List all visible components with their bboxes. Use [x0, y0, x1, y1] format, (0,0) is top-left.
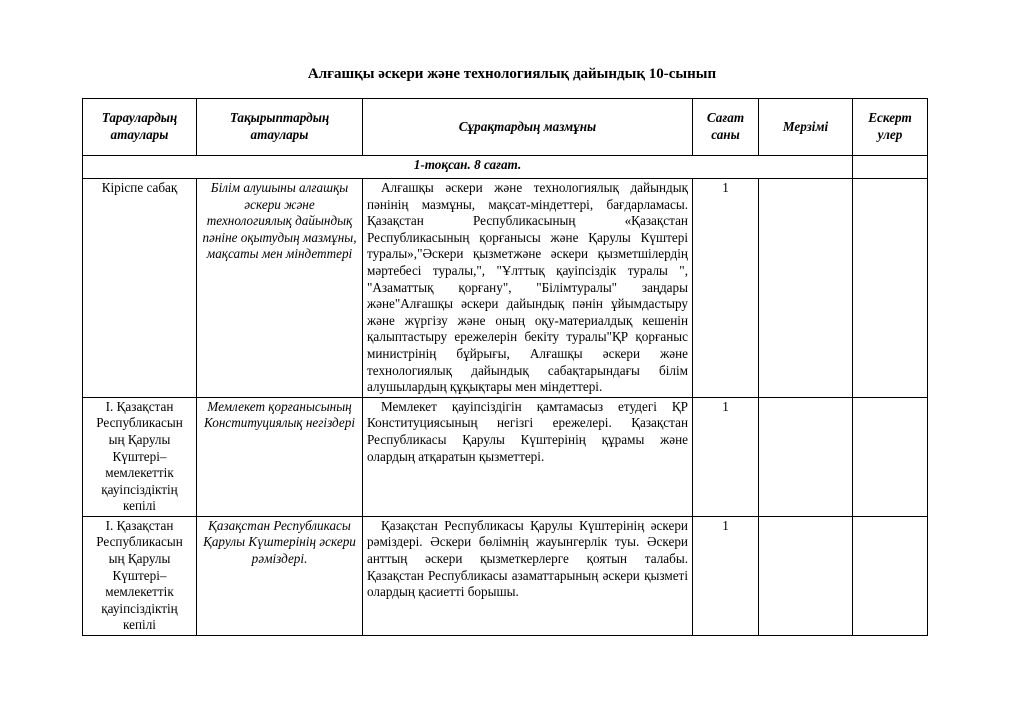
header-section: Тараулардың атаулары	[83, 99, 197, 156]
page-title: Алғашқы әскери және технологиялық дайындық 10-сынып	[307, 66, 717, 82]
row-note	[853, 516, 928, 635]
row-content-text: Мемлекет қауіпсіздігін қамтамасыз етудегі ҚР Конституциясының негізгі ережелері. Қазақстан Республикасы Қарулы Күштерінің құрамы және олардың атқаратын қызметтері.	[367, 398, 688, 464]
row-note	[853, 397, 928, 516]
quarter-note-cell	[853, 156, 928, 179]
row-date	[759, 179, 853, 398]
row-content	[363, 397, 693, 516]
curriculum-table	[82, 98, 928, 636]
row-hours: 1	[693, 179, 759, 398]
row-content-text: Қазақстан Республикасы Қарулы Күштерінің әскери рәміздері. Әскери бөлімнің жауынгерлік туы. Әскери анттың әскери қызметкерлерге қоятын талабы. Қазақстан Республикасы азаматтарының әскери қызметі олардың қасиетті борышы.	[367, 517, 688, 600]
row-hours: 1	[693, 516, 759, 635]
row-hours: 1	[693, 397, 759, 516]
table-row	[83, 516, 928, 635]
header-note: Ескерт улер	[853, 99, 928, 156]
table-row	[83, 179, 928, 398]
row-section: Кіріспе сабақ	[83, 179, 197, 398]
table-header-row	[83, 99, 928, 156]
row-note	[853, 179, 928, 398]
table-row	[83, 397, 928, 516]
quarter-label: 1-тоқсан. 8 сағат.	[83, 156, 853, 179]
header-topic: Тақырыптардың атаулары	[197, 99, 363, 156]
row-section: I. Қазақстан Республикасын ың Қарулы Күштері– мемлекеттік қауіпсіздіктің кепілі	[83, 397, 197, 516]
row-date	[759, 516, 853, 635]
header-content: Сұрақтардың мазмұны	[363, 99, 693, 156]
quarter-row	[83, 156, 928, 179]
header-date: Мерзімі	[759, 99, 853, 156]
row-topic: Білім алушыны алғашқы әскери және технологиялық дайындық пәніне оқытудың мазмұны, мақсаты мен міндеттері	[197, 179, 363, 398]
row-date	[759, 397, 853, 516]
row-content-text: Алғашқы әскери және технологиялық дайындық пәнінің мазмұны, мақсат-міндеттері, бағдарламасы. Қазақстан Республикасының «Қазақстан Республикасының қорғанысы және Қарулы Күштері туралы»,"Әскери қызметжәне әскери қызметшілердің мәртебесі туралы,", "Ұлттық қауіпсіздік туралы ", "Азаматтық қорғану", "Білімтуралы" заңдары және"Алғашқы әскери дайындық пәнін ұйымдастыру және жүргізу және оның оқу-материалдық кешенін қалыптастыру ережелерін бекіту туралы"ҚР қорғаныс министрінің бұйрығы, Алғашқы әскери және технологиялық дайындық сабақтарындағы білім алушылардың құқықтары мен міндеттері.	[367, 180, 688, 395]
row-topic: Қазақстан Республикасы Қарулы Күштерінің әскери рәміздері.	[197, 516, 363, 635]
row-content	[363, 179, 693, 398]
row-topic: Мемлекет қорғанысының Конституциялық негіздері	[197, 397, 363, 516]
row-content	[363, 516, 693, 635]
row-section: I. Қазақстан Республикасын ың Қарулы Күштері– мемлекеттік қауіпсіздіктің кепілі	[83, 516, 197, 635]
header-hours: Сағат саны	[693, 99, 759, 156]
